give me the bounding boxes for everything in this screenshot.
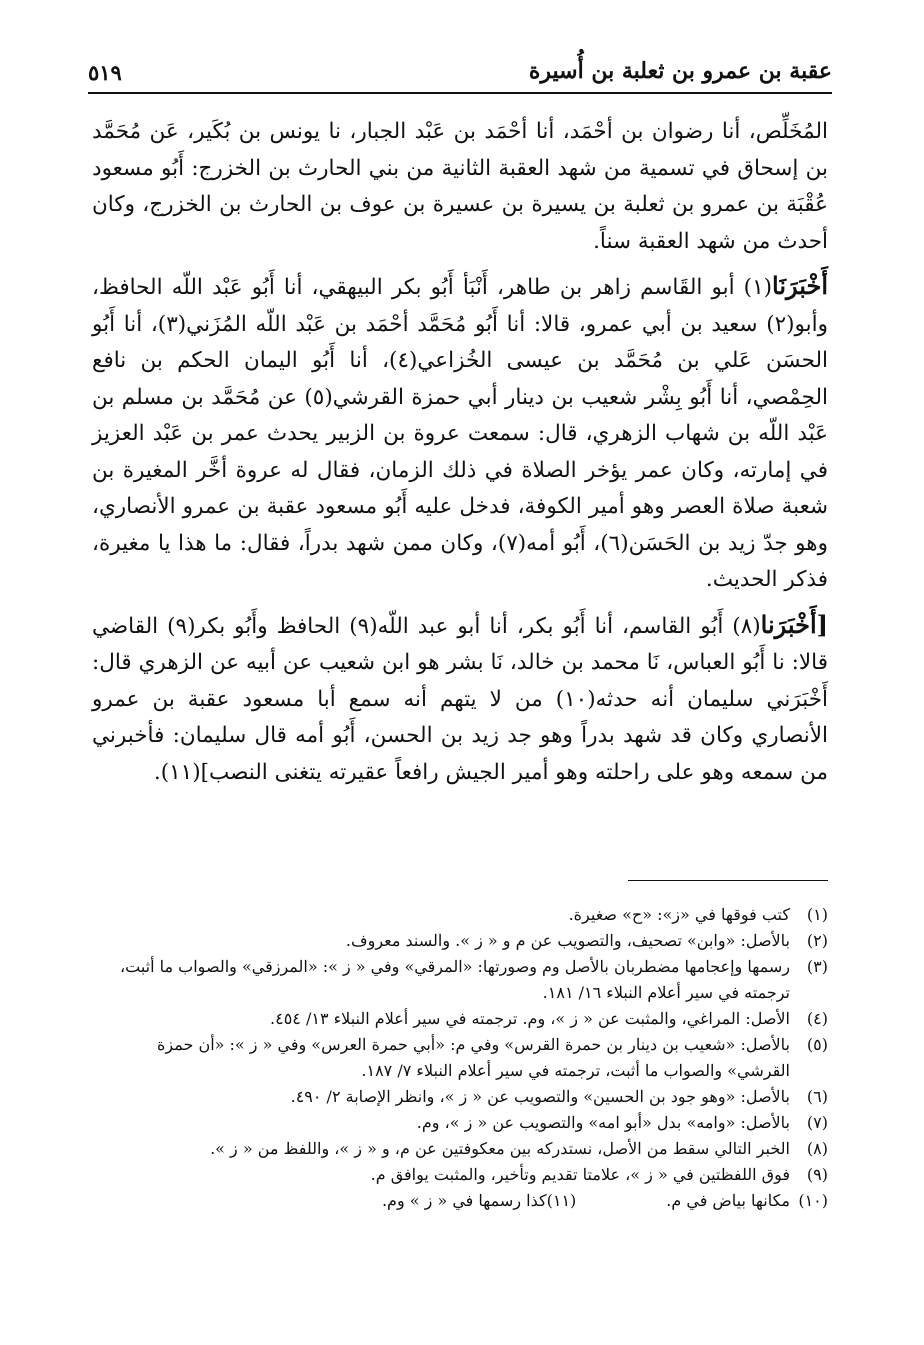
paragraph-text: المُخَلِّص، أنا رضوان بن أحْمَد، أنا أحْمَد بن عَبْد الجبار، نا يونس بن بُكَير، عَن مُحَمَّد بن إسحاق في تسمية من شهد العقبة الثانية من بني الحارث بن الخزرج: أَبُو مسعود عُقْبَة بن عمرو بن ثعلبة بن يسيرة بن عسيرة بن عوف بن الحارث بن الخزرج، وكان أحدث من شهد العقبة سناً. — [92, 119, 828, 254]
footnote-text: فوق اللفظتين في « ز »، علامتا تقديم وتأخير، والمثبت يوافق م. — [370, 1165, 790, 1184]
paragraph — [92, 607, 828, 792]
paragraph — [92, 268, 828, 599]
footnote-text: بالأصل: «وهو جود بن الحسين» والتصويب عن « ز »، وانظر الإصابة ٢/ ٤٩٠. — [290, 1087, 790, 1106]
footnote-text: بالأصل: «وامه» بدل «أبو امه» والتصويب عن « ز »، وم. — [416, 1113, 790, 1132]
footnote-number: (٩) — [806, 1165, 828, 1184]
footnote-number: (٧) — [806, 1113, 828, 1132]
footnote-number: (٥) — [806, 1035, 828, 1054]
main-text — [92, 112, 828, 791]
footnotes — [92, 902, 828, 1214]
footnote — [92, 1032, 828, 1084]
footnote — [92, 1110, 828, 1136]
footnote-text: بالأصل: «شعيب بن دينار بن حمرة القرس» وفي م: «أبي حمرة العرس» وفي « ز »: «أن حمزة القرشي» والصواب ما أثبت، ترجمته في سير أعلام النبلاء ٧/ ١٨٧. — [157, 1035, 790, 1080]
footnote-text: رسمها وإعجامها مضطربان بالأصل وم وصورتها: «المرقي» وفي « ز »: «المرزقي» والصواب ما أثبت، ترجمته في سير أعلام النبلاء ١٦/ ١٨١. — [119, 957, 790, 1002]
page-number: ٥١٩ — [88, 60, 122, 85]
footnote-number: (٣) — [806, 957, 828, 976]
paragraph-text: (١) أبو القَاسم زاهر بن طاهر، أَنْبَأ أَبُو بكر البيهقي، أنا أَبُو عَبْد اللّه الحافظ، وأبو(٢) سعيد بن أبي عمرو، قالا: أنا أَبُو مُحَمَّد أحْمَد بن عَبْد اللّه المُزَني(٣)، أنا أَبُو الحسَن عَلي بن مُحَمَّد بن عيسى الخُزاعي(٤)، أنا أَبُو اليمان الحكم بن نافع الحِمْصي، أنا أَبُو بِشْر شعيب بن دينار أبي حمزة القرشي(٥) عن مُحَمَّد بن مسلم بن عَبْد اللّه بن شهاب الزهري، قال: سمعت عروة بن الزبير يحدث عمر بن عَبْد العزيز في إمارته، وكان عمر يؤخر الصلاة في ذلك الزمان، فقال له عروة أخَّر المغيرة بن شعبة صلاة العصر وهو أمير الكوفة، فدخل عليه أَبُو مسعود عقبة بن عمرو الأنصاري، وهو جدّ زيد بن الحَسَن(٦)، أَبُو أمه(٧)، وكان ممن شهد بدراً، فقال: ما هذا يا مغيرة، فذكر الحديث. — [92, 275, 829, 592]
footnote-divider — [628, 880, 828, 881]
footnote — [92, 1084, 828, 1110]
paragraph-text: (٨) أَبُو القاسم، أنا أَبُو بكر، أنا أبو عبد اللّه(٩) الحافظ وأَبُو بكر(٩) القاضي قالا: نا أَبُو العباس، نَا محمد بن خالد، نَا بشر هو ابن شعيب عن أبيه عن الزهري قال: أَخْبَرَني سليمان أنه حدثه(١٠) من لا يتهم أنه سمع أبا مسعود عقبة بن عمرو الأنصاري وكان قد شهد بدراً وهو جد زيد بن الحسن، أَبُو أمه قال سليمان: فأخبرني من سمعه وهو على راحلته وهو أمير الجيش رافعاً عقيرته يتغنى النصب](١١). — [92, 613, 828, 785]
paragraph-lead: [أَخْبَرَنا — [760, 609, 828, 639]
paragraph — [92, 112, 828, 260]
footnote — [92, 1136, 828, 1162]
footnote-pair — [92, 1188, 828, 1214]
footnote-number: (١) — [806, 905, 828, 924]
page-header — [88, 56, 832, 90]
footnote-text: بالأصل: «وابن» تصحيف، والتصويب عن م و « ز ». والسند معروف. — [345, 931, 790, 950]
footnote-text: الخبر التالي سقط من الأصل، نستدركه بين معكوفتين عن م، و « ز »، واللفظ من « ز ». — [210, 1139, 790, 1158]
footnote-number: (٢) — [806, 931, 828, 950]
footnote-text: مكانها بياض في م. — [666, 1191, 790, 1210]
footnote-number: (١٠) — [798, 1191, 828, 1210]
footnote — [92, 954, 828, 1006]
footnote-text: كذا رسمها في « ز » وم. — [381, 1191, 547, 1210]
footnote-text: كتب فوقها في «ز»: «ح» صغيرة. — [568, 905, 790, 924]
footnote-text: الأصل: المراغي، والمثبت عن « ز »، وم. ترجمته في سير أعلام النبلاء ١٣/ ٤٥٤. — [270, 1009, 790, 1028]
footnote-number: (٤) — [806, 1009, 828, 1028]
footnote — [92, 1162, 828, 1188]
header-rule — [88, 92, 832, 94]
footnote — [92, 902, 828, 928]
footnote-number: (١١) — [546, 1191, 577, 1210]
footnote-number: (٦) — [806, 1087, 828, 1106]
running-title: عقبة بن عمرو بن ثعلبة بن أُسيرة — [528, 58, 832, 84]
footnote-number: (٨) — [806, 1139, 828, 1158]
footnote — [92, 1006, 828, 1032]
paragraph-lead: أَخْبَرَنَا — [772, 271, 828, 300]
footnote — [92, 928, 828, 954]
